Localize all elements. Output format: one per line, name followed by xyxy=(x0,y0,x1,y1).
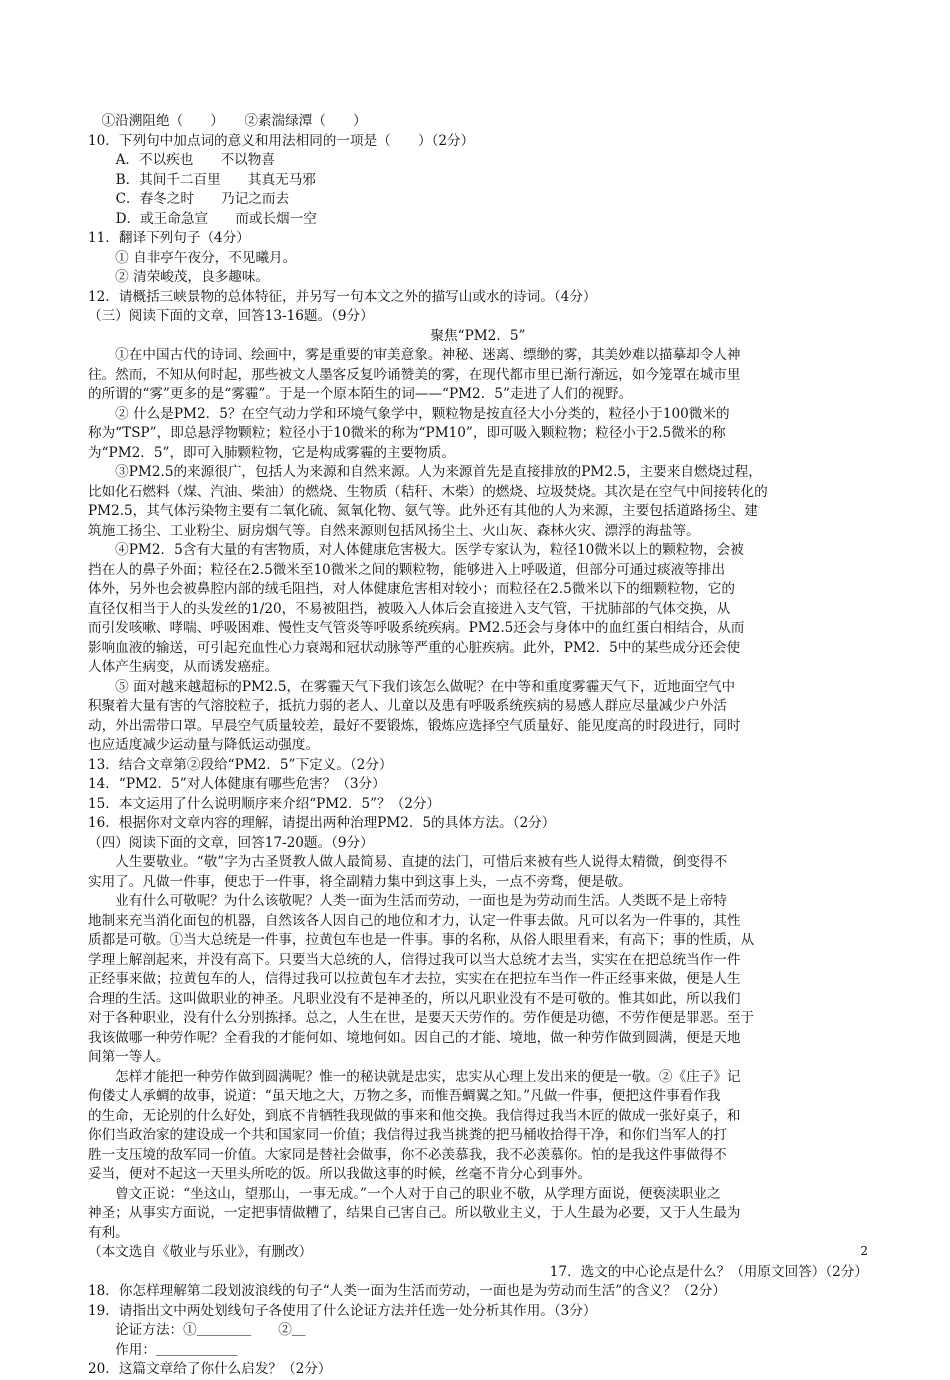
pm25-text-line: ⑤ 面对越来越超标的PM2.5，在雾霾天气下我们该怎么做呢？在中等和重度雾霾天气下，近地面空气中 xyxy=(88,678,736,695)
q11-stem: 11．翻译下列句子（4分） xyxy=(88,230,250,246)
q11-sentence-1: ① 自非亭午夜分，不见曦月。 xyxy=(88,249,297,266)
q10-option-a: A．不以疾也 不以物喜 xyxy=(102,152,275,168)
pm25-text-line: 动，外出需带口罩。早晨空气质量较差，最好不要锻炼，锻炼应选择空气质量好、能见度高的时段进行，同时 xyxy=(88,717,741,734)
essay-text-line: 曾文正说：“坐这山，望那山，一事无成。”一个人对于自己的职业不敬，从学理方面说，便亵渎职业之 xyxy=(88,1185,721,1202)
q15-stem: 15．本文运用了什么说明顺序来介绍“PM2．5”？（2分） xyxy=(88,795,441,812)
q9-items: ①沿溯阻绝（ ） ②素湍绿潭（ ） xyxy=(88,113,367,129)
q16-stem: 16．根据你对文章内容的理解，请提出两种治理PM2．5的具体方法。（2分） xyxy=(88,815,556,831)
pm25-text-line: 比如化石燃料（煤、汽油、柴油）的燃烧、生物质（秸秆、木柴）的燃烧、垃圾焚烧。其次是在空气中间接转化的 xyxy=(88,483,768,500)
pm25-text-line: 而引发咳嗽、哮喘、呼吸困难、慢性支气管炎等呼吸系统疾病。PM2.5还会与身体中的血红蛋白相结合，从而 xyxy=(88,620,745,636)
essay-text-line: 地制来充当消化面包的机器，自然该各人因自己的地位和才力，认定一件事去做。凡可以名为一件事的，其性 xyxy=(88,912,741,929)
essay-text-line-underlined: 佝偻丈人承蜩的故事，说道：“虽天地之大，万物之多，而惟吾蜩翼之知。”凡做一件事，便把这件事看作我 xyxy=(88,1088,721,1104)
page-number: 2 xyxy=(860,1244,868,1258)
essay-text-line: 的生命，无论别的什么好处，到底不肯牺牲我现做的事来和他交换。我信得过我当木匠的做成一张好桌子，和 xyxy=(88,1107,741,1124)
pm25-text-line: 积聚着大量有害的气溶胶粒子，抵抗力弱的老人、儿童以及患有呼吸系统疾病的易感人群应尽量减少户外活 xyxy=(88,698,727,714)
q12-stem: 12．请概括三峡景物的总体特征，并另写一句本文之外的描写山或水的诗词。（4分） xyxy=(88,288,597,305)
pm25-text-line: 称为“TSP”，即总悬浮物颗粒；粒径小于10微米的称为“PM10”，即可吸入颗粒物；粒径小于2.5微米的称 xyxy=(88,425,726,441)
essay-text-line: 学理上解剖起来，并没有高下。只要当大总统的人，信得过我可以当大总统才去当，实实在在把总统当作一件 xyxy=(88,951,741,968)
q11-sentence-2: ② 清荣峻茂，良多趣味。 xyxy=(88,269,270,285)
q19-methods-blank: 作用：＿＿＿＿＿＿ xyxy=(88,1341,238,1358)
pm25-text-line: ② 什么是PM2．5？在空气动力学和环境气象学中，颗粒物是按直径大小分类的，粒径小于100微米的 xyxy=(88,405,730,422)
pm25-text-line: 人体产生病变，从而诱发癌症。 xyxy=(88,659,279,675)
essay-text-line: 有利。 xyxy=(88,1224,129,1241)
pm25-text-line: 挡在人的鼻子外面；粒径在2.5微米至10微米之间的颗粒物，能够进入上呼吸道，但部分可通过痰液等排出 xyxy=(88,561,726,578)
pm25-text-line: 往。然而，不知从何时起，那些被文人墨客反复吟诵赞美的雾，在现代都市里已渐行渐远，如今笼罩在城市里 xyxy=(88,366,741,383)
q10-option-c: C．春冬之时 乃记之而去 xyxy=(102,191,290,207)
q13-stem: 13．结合文章第②段给“PM2．5”下定义。（2分） xyxy=(88,756,393,773)
pm25-text-line: 的所谓的“雾”更多的是“雾霾”。于是一个原本陌生的词——“PM2．5”走进了人们的视野。 xyxy=(88,386,633,402)
article-title-pm25: 聚焦“PM2．5” xyxy=(430,327,526,344)
essay-text-line: 你们当政治家的建设成一个共和国家同一价值；我信得过我当挑粪的把马桶收拾得干净，和你们当军人的打 xyxy=(88,1127,727,1143)
pm25-text-line: 体外，另外也会被鼻腔内部的绒毛阻挡，对人体健康危害相对较小；而粒径在2.5微米以下的细颗粒物，它的 xyxy=(88,581,735,597)
essay-text-line: 对于各种职业，没有什么分别拣择。总之，人生在世，是要天天劳作的。劳作便是功德，不劳作便是罪恶。至于 xyxy=(88,1010,755,1026)
essay-text-line: 正经事来做；拉黄包车的人，信得过我可以拉黄包车才去拉，实实在在把拉车当作一件正经事来做，便是人生 xyxy=(88,971,741,987)
q17-stem: 18．你怎样理解第二段划波浪线的句子“人类一面为生活而劳动，一面也是为劳动而生活”的含义？（2分） xyxy=(88,1283,726,1299)
q10-option-d: D．或王命急宣 而或长烟一空 xyxy=(102,210,317,227)
pm25-text-line: 也应适度减少运动量与降低运动强度。 xyxy=(88,737,320,753)
essay-text-line: 实用了。凡做一件事，便忠于一件事，将全副精力集中到这事上头，一点不旁骛，便是敬。 xyxy=(88,873,632,890)
q10-stem: 10．下列句中加点词的意义和用法相同的一项是（ ）（2分） xyxy=(88,132,475,149)
pm25-text-line: 筑施工扬尘、工业粉尘、厨房烟气等。自然来源则包括风扬尘土、火山灰、森林火灾、漂浮的海盐等。 xyxy=(88,522,700,539)
section-3-heading: （三）阅读下面的文章，回答13-16题。（9分） xyxy=(88,308,374,324)
essay-text-line: 神圣；从事实方面说，一定把事情做糟了，结果自己害自己。所以敬业主义，于人生最为必要，又于人生最为 xyxy=(88,1205,741,1221)
essay-text-line: 怎样才能把一种劳作做到圆满呢？惟一的秘诀就是忠实，忠实从心理上发出来的便是一敬。②《庄子》记 xyxy=(88,1068,741,1085)
pm25-text-line: 影响血液的输送，可引起充血性心力衰竭和冠状动脉等严重的心脏疾病。此外，PM2．5中的某些成分还会使 xyxy=(88,639,741,656)
section-4-heading: （四）阅读下面的文章，回答17-20题。（9分） xyxy=(88,834,374,851)
essay-text-line: 业有什么可敬呢？为什么该敬呢？人类一面为生活而劳动，一面也是为劳动而生活。人类既不是上帝特 xyxy=(88,893,727,909)
pm25-text-line: 为“PM2．5”，即可入肺颗粒物，它是构成雾霾的主要物质。 xyxy=(88,444,455,461)
q10-option-b: B．其间千二百里 其真无马邪 xyxy=(102,171,316,188)
pm25-text-line: ①在中国古代的诗词、绘画中，雾是重要的审美意象。神秘、迷离、缥缈的雾，其美妙难以描摹却令人神 xyxy=(88,347,741,363)
essay-text-line: 间第一等人。 xyxy=(88,1049,170,1065)
q19-stem: 论证方法：①＿＿＿＿ ②＿ xyxy=(88,1322,306,1338)
document-body xyxy=(88,112,868,1380)
pm25-text-line: ④PM2．5含有大量的有害物质，对人体健康危害极大。医学专家认为，粒径10微米以上的颗粒物，会被 xyxy=(88,542,744,558)
pm25-text-line: ③PM2.5的来源很广，包括人为来源和自然来源。人为来源首先是直接排放的PM2.5，主要来自燃烧过程， xyxy=(88,464,762,480)
q18-stem: 19．请指出文中两处划线句子各使用了什么论证方法并任选一处分析其作用。（3分） xyxy=(88,1302,597,1319)
essay-text-line: （本文选自《敬业与乐业》，有删改） xyxy=(88,1244,313,1260)
essay-text-line: 合理的生活。这叫做职业的神圣。凡职业没有不是神圣的，所以凡职业没有不是可敬的。惟其如此，所以我们 xyxy=(88,990,741,1007)
essay-text-line: 胜一支压境的敌军同一价值。大家同是替社会做事，你不必羡慕我，我不必羡慕你。怕的是我这件事做得不 xyxy=(88,1146,727,1163)
essay-text-line: 质都是可敬。①当大总统是一件事，拉黄包车也是一件事。事的名称，从俗人眼里看来，有高下；事的性质，从 xyxy=(88,932,755,948)
pm25-text-line: 直径仅相当于人的头发丝的1/20，不易被阻挡，被吸入人体后会直接进入支气管，干扰肺部的气体交换，从 xyxy=(88,600,731,617)
q19-effect-blank: 20．这篇文章给了你什么启发？（2分） xyxy=(88,1361,332,1377)
pm25-text-line: PM2.5，其气体污染物主要有二氧化硫、氮氧化物、氨气等。此外还有其他的人为来源，主要包括道路扬尘、建 xyxy=(88,503,758,519)
q14-stem: 14．“PM2．5”对人体健康有哪些危害？（3分） xyxy=(88,776,386,792)
essay-text-line: 妥当，便对不起这一天里头所吃的饭。所以我做这事的时候，丝毫不肯分心到事外。 xyxy=(88,1166,591,1182)
essay-text-line: 我该做哪一种劳作呢？全看我的才能何如、境地何如。因自己的才能、境地，做一种劳作做到圆满，便是天地 xyxy=(88,1029,741,1046)
source-note: 17．选文的中心论点是什么？（用原文回答）（2分） xyxy=(549,1263,868,1280)
essay-text-line: 人生要敬业。“敬”字为古圣贤教人做人最简易、直捷的法门，可惜后来被有些人说得太精微，倒变得不 xyxy=(88,854,728,870)
